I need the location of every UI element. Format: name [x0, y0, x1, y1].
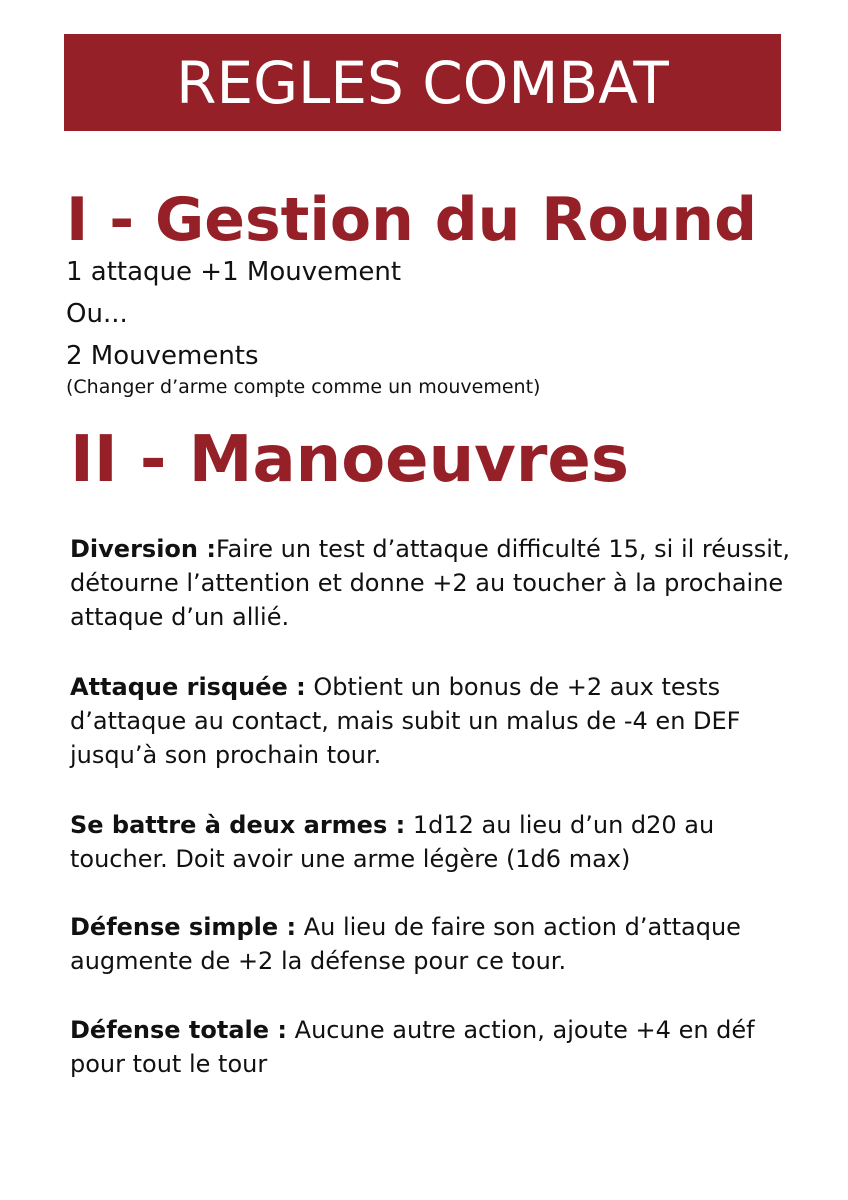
rule-name: Attaque risquée :	[70, 673, 306, 701]
rule-text: Au lieu de faire son action d’attaque augmente de +2 la défense pour ce tour.	[70, 913, 741, 975]
rule-defense-totale	[70, 1013, 800, 1081]
rule-name: Défense simple :	[70, 913, 297, 941]
rule-defense-simple	[70, 910, 800, 978]
rule-diversion	[70, 532, 800, 634]
rule-name: Diversion :	[70, 535, 216, 563]
rule-name: Défense totale :	[70, 1016, 288, 1044]
round-option-line: 2 Mouvements	[66, 341, 259, 371]
rule-text: Faire un test d’attaque difficulté 15, si il réussit, détourne l’attention et donne +2 au toucher à la prochaine attaque d’un allié.	[70, 535, 790, 631]
round-option-line: Ou...	[66, 299, 128, 329]
rule-attaque-risquee	[70, 670, 800, 772]
page-title: REGLES COMBAT	[176, 48, 669, 117]
rule-name: Se battre à deux armes :	[70, 811, 406, 839]
round-note: (Changer d’arme compte comme un mouvement)	[66, 376, 541, 398]
round-option-line: 1 attaque +1 Mouvement	[66, 257, 402, 287]
title-banner	[64, 34, 781, 131]
rule-text: 1d12 au lieu d’un d20 au toucher. Doit avoir une arme légère (1d6 max)	[70, 811, 715, 873]
rule-text: Obtient un bonus de +2 aux tests d’attaque au contact, mais subit un malus de -4 en DEF jusqu’à son prochain tour.	[70, 673, 741, 769]
rule-deux-armes	[70, 808, 800, 876]
section-title-manoeuvres: II - Manoeuvres	[70, 423, 629, 497]
rule-text: Aucune autre action, ajoute +4 en déf pour tout le tour	[70, 1016, 755, 1078]
section-title-round: I - Gestion du Round	[66, 185, 758, 255]
